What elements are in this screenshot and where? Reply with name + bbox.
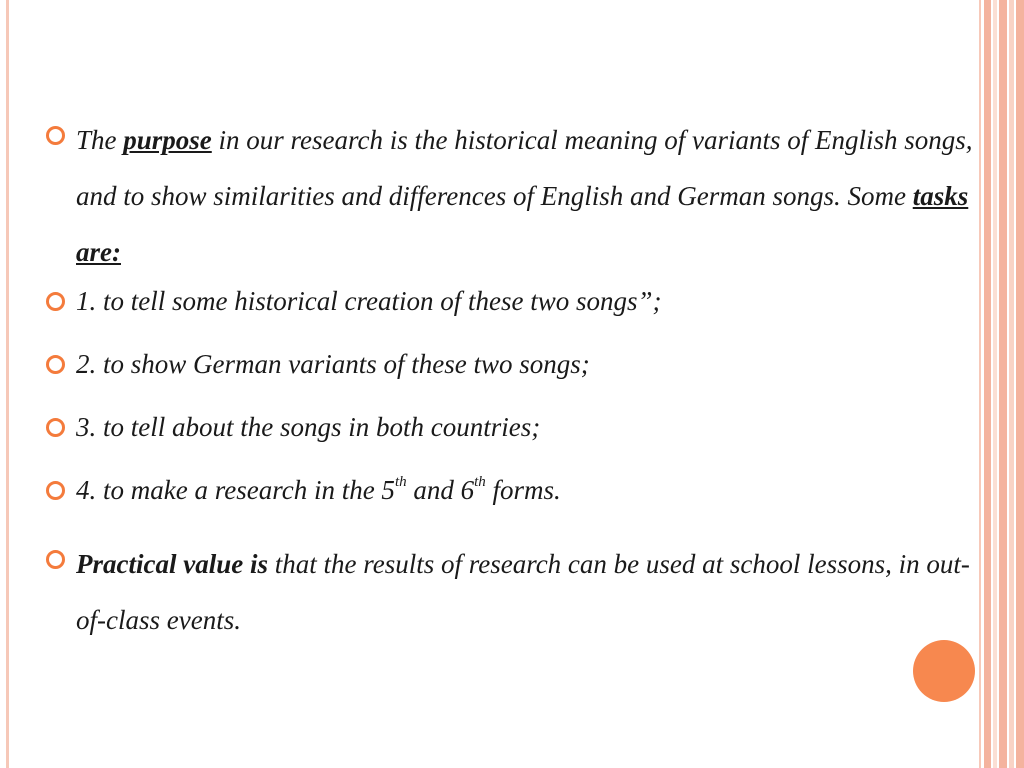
right-border-stripe <box>1009 0 1014 768</box>
bullet-item-task-2 <box>45 349 997 379</box>
text-run: in our research is the historical meaning of variants of English songs, and to show similarities and differences of English and German songs. Some <box>76 125 973 211</box>
bullet-item-task-4 <box>45 475 997 505</box>
bullet-item-purpose <box>45 112 997 280</box>
bullet-item-task-3 <box>45 412 997 442</box>
text-run: forms. <box>485 475 561 505</box>
keyword-tasks: tasks are: <box>76 181 969 267</box>
ring-bullet-icon <box>46 550 65 569</box>
ring-bullet-icon <box>46 481 65 500</box>
keyword-purpose: purpose <box>123 125 212 155</box>
text-run: and 6 <box>406 475 475 505</box>
right-border-stripe <box>999 0 1007 768</box>
left-border-line <box>6 0 9 768</box>
ring-bullet-icon <box>46 126 65 145</box>
superscript: th <box>394 474 407 490</box>
ring-bullet-icon <box>46 292 65 311</box>
bullet-list <box>45 112 997 648</box>
text-run: The <box>76 125 124 155</box>
text-run: 4. to make a research in the 5 <box>76 475 395 505</box>
ring-bullet-icon <box>46 355 65 374</box>
bullet-text: 2. to show German variants of these two songs; <box>76 349 590 379</box>
bullet-item-practical-value <box>45 536 997 648</box>
right-border-stripe <box>1016 0 1024 768</box>
bullet-text: 3. to tell about the songs in both countries; <box>76 412 541 442</box>
bullet-text <box>76 112 997 280</box>
ring-bullet-icon <box>46 418 65 437</box>
bullet-item-task-1 <box>45 286 997 316</box>
bullet-text <box>76 536 997 648</box>
decorative-circle <box>913 640 975 702</box>
text-run: that the results of research can be used at school lessons, in out-of-class events. <box>76 549 970 635</box>
bullet-text: 1. to tell some historical creation of these two songs”; <box>76 286 662 316</box>
superscript: th <box>474 474 486 490</box>
keyword-practical-value: Practical value is <box>76 549 268 579</box>
bullet-text <box>76 475 997 505</box>
